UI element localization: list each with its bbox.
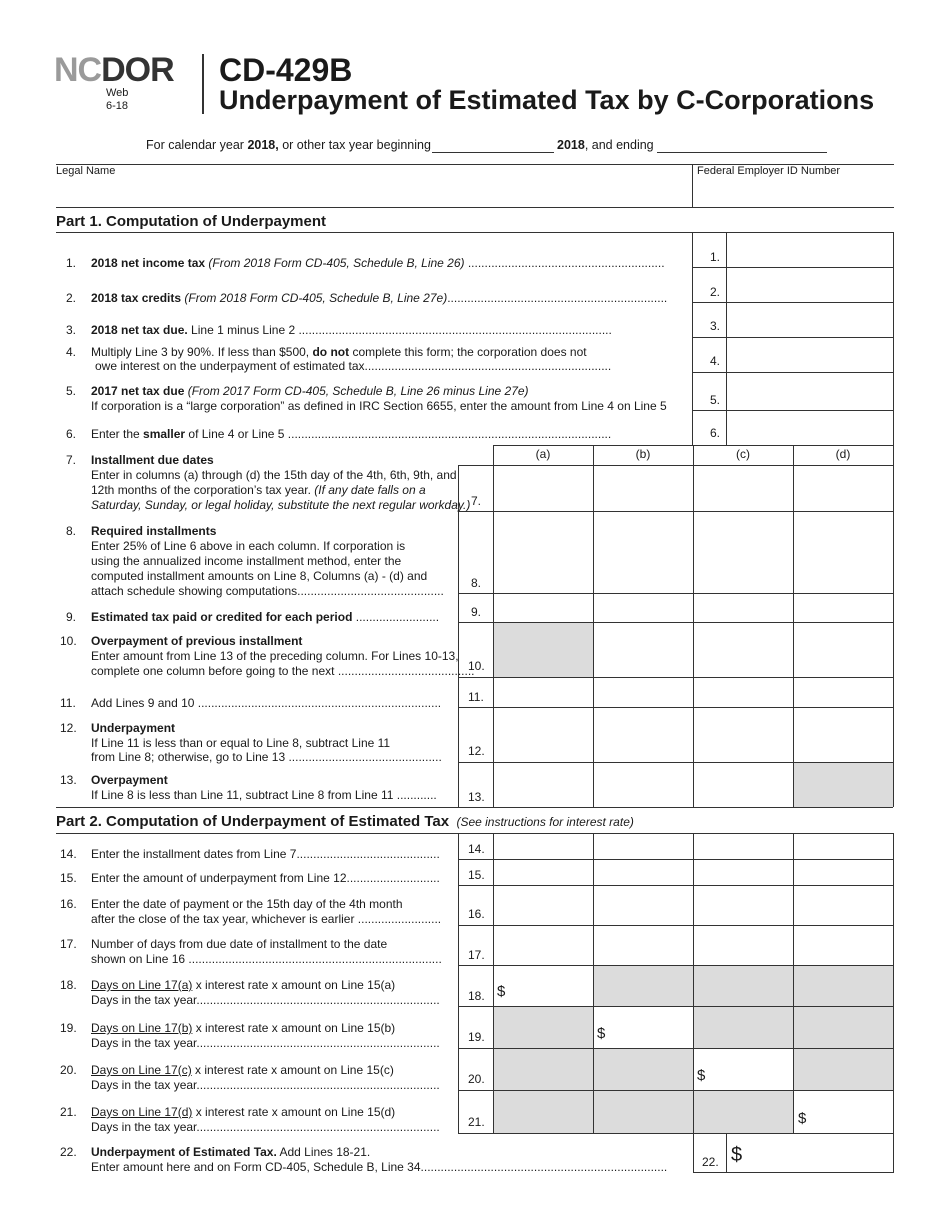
box-number: 7. xyxy=(471,494,482,508)
line-1-input[interactable] xyxy=(728,234,892,266)
shaded-cell xyxy=(494,623,593,677)
line-number: 10. xyxy=(60,634,77,648)
p1-box-left xyxy=(692,232,693,446)
line-2-bold: 2018 tax credits xyxy=(91,291,182,305)
line-18-col-a-input[interactable] xyxy=(508,966,593,1006)
part2-title-line xyxy=(56,813,634,831)
dollar-sign: $ xyxy=(798,1110,807,1127)
tax-year-begin-input[interactable] xyxy=(432,136,554,152)
line-11-label: Add Lines 9 and 10 ......................................................................... xyxy=(91,696,442,710)
shaded-cell xyxy=(594,1049,693,1090)
shaded-cell xyxy=(794,763,893,807)
box-number: 5. xyxy=(710,393,721,407)
form-title: Underpayment of Estimated Tax by C-Corporations xyxy=(219,85,875,115)
line-14-col-d-input[interactable] xyxy=(794,834,893,859)
line-number: 19. xyxy=(60,1021,77,1035)
column-header-d: (d) xyxy=(835,447,851,461)
shaded-cell xyxy=(494,1091,593,1133)
box-number: 1. xyxy=(710,250,721,264)
shaded-cell xyxy=(494,1007,593,1048)
line-10-title: Overpayment of previous installment xyxy=(91,634,303,648)
line-number: 12. xyxy=(60,721,77,735)
line-number: 5. xyxy=(66,384,77,398)
line-10-text-2: complete one column before going to the next ......................................... xyxy=(91,664,475,678)
line-14-col-c-input[interactable] xyxy=(694,834,793,859)
line-13-col-a-input[interactable] xyxy=(494,763,593,807)
line-19-text-1 xyxy=(91,1021,395,1036)
line-16-text-2: after the close of the tax year, whichever is earlier ......................... xyxy=(91,912,442,926)
box-number: 12. xyxy=(468,744,485,758)
line-6-post: of Line 4 or Line 5 ................................................................................................. xyxy=(185,427,612,441)
p1-box-right xyxy=(893,232,894,446)
line-7-text-2a: 12th months of the corporation’s tax year. xyxy=(91,483,315,497)
box-number: 4. xyxy=(710,354,721,368)
line-9-label xyxy=(91,610,439,625)
line-6-pre: Enter the xyxy=(91,427,144,441)
line-10-text-1: Enter amount from Line 13 of the preceding column. For Lines 10-13, xyxy=(91,649,459,663)
line-11-col-c-input[interactable] xyxy=(694,678,793,707)
line-8-col-d-input[interactable] xyxy=(794,512,893,593)
tax-year-mid: or other tax year beginning xyxy=(278,138,431,152)
year-begin-underline xyxy=(432,152,554,153)
line-1-label xyxy=(91,256,665,271)
p2-numcol-left xyxy=(458,833,459,1133)
line-number: 6. xyxy=(66,427,77,441)
line-9-col-a-input[interactable] xyxy=(494,594,593,622)
line-17-text-2: shown on Line 16 ............................................................................ xyxy=(91,952,442,966)
box-number: 3. xyxy=(710,319,721,333)
line-number: 8. xyxy=(66,524,77,538)
shaded-cell xyxy=(494,1049,593,1090)
line-4-label-2: owe interest on the underpayment of estimated tax.......................................................................... xyxy=(95,359,612,373)
line-20-text-2: Days in the tax year......................................................................... xyxy=(91,1078,440,1092)
line-number: 3. xyxy=(66,323,77,337)
line-15-col-b-input[interactable] xyxy=(594,860,693,885)
p1-row-rule-4 xyxy=(692,372,893,373)
line-8-text-1: Enter 25% of Line 6 above in each column. If corporation is xyxy=(91,539,406,553)
line-16-col-b-input[interactable] xyxy=(594,886,693,925)
part1-title: Part 1. Computation of Underpayment xyxy=(56,213,327,230)
tax-year-year2: 2018 xyxy=(557,138,585,152)
line-17-col-b-input[interactable] xyxy=(594,926,693,965)
tax-year-year1: 2018, xyxy=(247,138,279,152)
line-8-text-3: computed installment amounts on Line 8, Columns (a) - (d) and xyxy=(91,569,428,583)
line-9-col-c-input[interactable] xyxy=(694,594,793,622)
line-14-col-b-input[interactable] xyxy=(594,834,693,859)
line-14-col-a-input[interactable] xyxy=(494,834,593,859)
line-9-col-d-input[interactable] xyxy=(794,594,893,622)
line-18-days: Days on Line 17(a) xyxy=(91,978,193,992)
column-header-b: (b) xyxy=(635,447,651,461)
box-number: 15. xyxy=(468,868,485,882)
line-1-italic: (From 2018 Form CD-405, Schedule B, Line 26) xyxy=(205,256,465,270)
line-8-text-4: attach schedule showing computations............................................ xyxy=(91,584,444,598)
line-12-col-a-input[interactable] xyxy=(494,708,593,762)
box-number: 9. xyxy=(471,605,482,619)
line-19-text-2: Days in the tax year......................................................................... xyxy=(91,1036,440,1050)
line-18-formula: x interest rate x amount on Line 15(a) xyxy=(192,978,396,992)
line-2-dots: .................................................................. xyxy=(447,291,668,305)
line-1-dots: ........................................................... xyxy=(464,256,665,270)
box-number: 14. xyxy=(468,842,485,856)
line-4-text-b: complete this form; the corporation does not xyxy=(349,345,587,359)
p1-row-rule-2 xyxy=(692,302,893,303)
line-4-bold: do not xyxy=(312,345,350,359)
line-12-col-b-input[interactable] xyxy=(594,708,693,762)
form-code: CD-429B xyxy=(219,52,353,88)
tax-year-line xyxy=(146,138,431,153)
line-19-days: Days on Line 17(b) xyxy=(91,1021,193,1035)
box-number: 20. xyxy=(468,1072,485,1086)
line-13-col-b-input[interactable] xyxy=(594,763,693,807)
line-13-text-1: If Line 8 is less than Line 11, subtract Line 8 from Line 11 ............ xyxy=(91,788,437,802)
line-5-label-1 xyxy=(91,384,529,399)
line-6-label xyxy=(91,427,611,442)
line-13-title: Overpayment xyxy=(91,773,168,787)
line-2-italic: (From 2018 Form CD-405, Schedule B, Line 27e) xyxy=(181,291,448,305)
line-7-text-1: Enter in columns (a) through (d) the 15th day of the 4th, 6th, 9th, and xyxy=(91,468,457,482)
fein-input[interactable] xyxy=(694,180,892,204)
line-number: 21. xyxy=(60,1105,77,1119)
line-11-col-a-input[interactable] xyxy=(494,678,593,707)
shaded-cell xyxy=(594,1091,693,1133)
line-21-text-1 xyxy=(91,1105,395,1120)
line-number: 22. xyxy=(60,1145,77,1159)
line-21-text-2: Days in the tax year......................................................................... xyxy=(91,1120,440,1134)
line-3-label xyxy=(91,323,612,338)
box-number: 18. xyxy=(468,989,485,1003)
grid-right xyxy=(893,445,894,807)
line-5-input[interactable] xyxy=(728,374,892,409)
line-12-text-2: from Line 8; otherwise, go to Line 13 .............................................. xyxy=(91,750,442,764)
p1-box-mid xyxy=(726,232,727,446)
line-number: 13. xyxy=(60,773,77,787)
line-number: 4. xyxy=(66,345,77,359)
p2-line22-mid xyxy=(726,1133,727,1173)
line-6-input[interactable] xyxy=(728,412,892,444)
line-15-label: Enter the amount of underpayment from Line 12............................ xyxy=(91,871,440,885)
line-16-col-a-input[interactable] xyxy=(494,886,593,925)
p2-right xyxy=(893,833,894,1173)
line-22-text-1 xyxy=(91,1145,370,1160)
shaded-cell xyxy=(694,966,793,1006)
line-10-col-c-input[interactable] xyxy=(694,623,793,677)
line-15-col-d-input[interactable] xyxy=(794,860,893,885)
line-20-formula: x interest rate x amount on Line 15(c) xyxy=(191,1063,394,1077)
line-12-col-c-input[interactable] xyxy=(694,708,793,762)
dollar-sign: $ xyxy=(697,1067,706,1084)
line-22-bold: Underpayment of Estimated Tax. xyxy=(91,1145,277,1159)
box-number: 21. xyxy=(468,1115,485,1129)
tax-year-end-input[interactable] xyxy=(657,136,827,152)
box-number: 13. xyxy=(468,790,485,804)
box-number: 11. xyxy=(468,690,484,704)
line-16-col-c-input[interactable] xyxy=(694,886,793,925)
line-12-col-d-input[interactable] xyxy=(794,708,893,762)
line-18-text-2: Days in the tax year......................................................................... xyxy=(91,993,440,1007)
line-4-input[interactable] xyxy=(728,339,892,371)
line-7-col-d-input[interactable] xyxy=(794,466,893,511)
grid-rule-13 xyxy=(56,807,893,808)
grid-numcol-left xyxy=(458,465,459,807)
box-number: 17. xyxy=(468,948,485,962)
line-13-col-c-input[interactable] xyxy=(694,763,793,807)
column-header-a: (a) xyxy=(535,447,551,461)
logo-version: 6-18 xyxy=(106,100,129,112)
line-4-text-a: Multiply Line 3 by 90%. If less than $500, xyxy=(91,345,313,359)
year-end-underline xyxy=(657,152,827,153)
line-9-title: Estimated tax paid or credited for each period xyxy=(91,610,353,624)
line-number: 7. xyxy=(66,453,77,467)
line-12-text-1: If Line 11 is less than or equal to Line 8, subtract Line 11 xyxy=(91,736,391,750)
box-number: 19. xyxy=(468,1030,485,1044)
tax-year-end-label xyxy=(557,138,654,153)
line-7-text-2 xyxy=(91,483,426,498)
line-number: 15. xyxy=(60,871,77,885)
shaded-cell xyxy=(694,1007,793,1048)
line-2-input[interactable] xyxy=(728,269,892,301)
line-number: 18. xyxy=(60,978,77,992)
line-number: 1. xyxy=(66,256,77,270)
line-9-col-b-input[interactable] xyxy=(594,594,693,622)
tax-year-pre: For calendar year xyxy=(146,138,248,152)
p1-row-rule-3 xyxy=(692,337,893,338)
p2-rule-22 xyxy=(693,1172,893,1173)
line-8-col-c-input[interactable] xyxy=(694,512,793,593)
line-22-text-2: Enter amount here and on Form CD-405, Schedule B, Line 34.......................................................................... xyxy=(91,1160,668,1174)
line-11-col-d-input[interactable] xyxy=(794,678,893,707)
header-divider xyxy=(202,54,204,114)
line-10-col-b-input[interactable] xyxy=(594,623,693,677)
line-16-text-1: Enter the date of payment or the 15th day of the 4th month xyxy=(91,897,403,911)
dollar-sign: $ xyxy=(597,1025,606,1042)
line-17-col-a-input[interactable] xyxy=(494,926,593,965)
line-7-title: Installment due dates xyxy=(91,453,214,467)
line-12-title: Underpayment xyxy=(91,721,176,735)
line-11-col-b-input[interactable] xyxy=(594,678,693,707)
box-number: 2. xyxy=(710,285,721,299)
line-18-text-1 xyxy=(91,978,395,993)
part2-title: Part 2. Computation of Underpayment of Estimated Tax xyxy=(56,813,450,830)
logo xyxy=(54,52,174,88)
line-number: 11. xyxy=(60,696,76,710)
dollar-sign: $ xyxy=(497,983,506,1000)
line-3-bold: 2018 net tax due. xyxy=(91,323,188,337)
legal-name-label: Legal Name xyxy=(56,165,116,177)
line-21-formula: x interest rate x amount on Line 15(d) xyxy=(192,1105,396,1119)
line-number: 9. xyxy=(66,610,77,624)
line-number: 17. xyxy=(60,937,77,951)
line-17-text-1: Number of days from due date of installment to the date xyxy=(91,937,388,951)
line-10-col-d-input[interactable] xyxy=(794,623,893,677)
line-17-col-d-input[interactable] xyxy=(794,926,893,965)
part2-note: (See instructions for interest rate) xyxy=(456,815,634,829)
line-14-label: Enter the installment dates from Line 7........................................... xyxy=(91,847,440,861)
line-5-bold: 2017 net tax due xyxy=(91,384,185,398)
line-21-days: Days on Line 17(d) xyxy=(91,1105,193,1119)
line-21-col-d-input[interactable] xyxy=(808,1091,893,1133)
line-19-col-b-input[interactable] xyxy=(608,1007,693,1048)
line-22-input[interactable] xyxy=(746,1136,892,1170)
line-15-col-a-input[interactable] xyxy=(494,860,593,885)
legal-name-input[interactable] xyxy=(56,180,686,204)
fein-label: Federal Employer ID Number xyxy=(697,165,841,177)
line-3-text: Line 1 minus Line 2 .............................................................................................. xyxy=(187,323,612,337)
line-7-text-2b: (If any date falls on a xyxy=(314,483,426,497)
line-7-col-b-input[interactable] xyxy=(594,466,693,511)
shaded-cell xyxy=(794,966,893,1006)
box-number: 22. xyxy=(702,1155,719,1169)
line-7-text-3: Saturday, Sunday, or legal holiday, substitute the next regular workday.) xyxy=(91,498,471,512)
line-number: 2. xyxy=(66,291,77,305)
line-5-label-2: If corporation is a “large corporation” as defined in IRC Section 6655, enter the amount from Line 4 on Line 5 xyxy=(91,399,667,413)
line-5-italic: (From 2017 Form CD-405, Schedule B, Line 26 minus Line 27e) xyxy=(184,384,529,398)
line-20-text-1 xyxy=(91,1063,394,1078)
part1-rule xyxy=(56,232,894,233)
line-8-title: Required installments xyxy=(91,524,217,538)
rule-bottom-name xyxy=(56,207,894,208)
shaded-cell xyxy=(594,966,693,1006)
tax-year-post: , and ending xyxy=(584,138,654,152)
line-19-formula: x interest rate x amount on Line 15(b) xyxy=(192,1021,396,1035)
line-8-col-a-input[interactable] xyxy=(494,512,593,593)
logo-dor: DOR xyxy=(101,51,174,89)
p1-row-rule-5 xyxy=(692,410,893,411)
box-number: 8. xyxy=(471,576,482,590)
logo-web: Web xyxy=(106,87,129,99)
p1-row-rule-1 xyxy=(692,267,893,268)
line-22-add: Add Lines 18-21. xyxy=(276,1145,371,1159)
line-20-days: Days on Line 17(c) xyxy=(91,1063,192,1077)
line-20-col-c-input[interactable] xyxy=(708,1049,793,1090)
line-4-label-1 xyxy=(91,345,587,360)
box-number: 16. xyxy=(468,907,485,921)
line-3-input[interactable] xyxy=(728,304,892,336)
line-2-label xyxy=(91,291,667,306)
line-number: 20. xyxy=(60,1063,77,1077)
line-number: 16. xyxy=(60,897,77,911)
shaded-cell xyxy=(794,1049,893,1090)
line-1-bold: 2018 net income tax xyxy=(91,256,206,270)
fein-divider xyxy=(692,164,693,208)
line-7-col-c-input[interactable] xyxy=(694,466,793,511)
shaded-cell xyxy=(694,1091,793,1133)
box-number: 10. xyxy=(468,659,485,673)
line-number: 14. xyxy=(60,847,77,861)
line-8-col-b-input[interactable] xyxy=(594,512,693,593)
line-9-dots: ......................... xyxy=(352,610,440,624)
line-15-col-c-input[interactable] xyxy=(694,860,793,885)
line-7-col-a-input[interactable] xyxy=(494,466,593,511)
box-number: 6. xyxy=(710,426,721,440)
shaded-cell xyxy=(794,1007,893,1048)
line-16-col-d-input[interactable] xyxy=(794,886,893,925)
line-8-text-2: using the annualized income installment method, enter the xyxy=(91,554,402,568)
line-17-col-c-input[interactable] xyxy=(694,926,793,965)
logo-nc: NC xyxy=(54,51,102,89)
line-6-bold: smaller xyxy=(143,427,186,441)
dollar-sign: $ xyxy=(731,1144,743,1166)
column-header-c: (c) xyxy=(736,447,750,461)
p2-rule-21 xyxy=(458,1133,893,1134)
